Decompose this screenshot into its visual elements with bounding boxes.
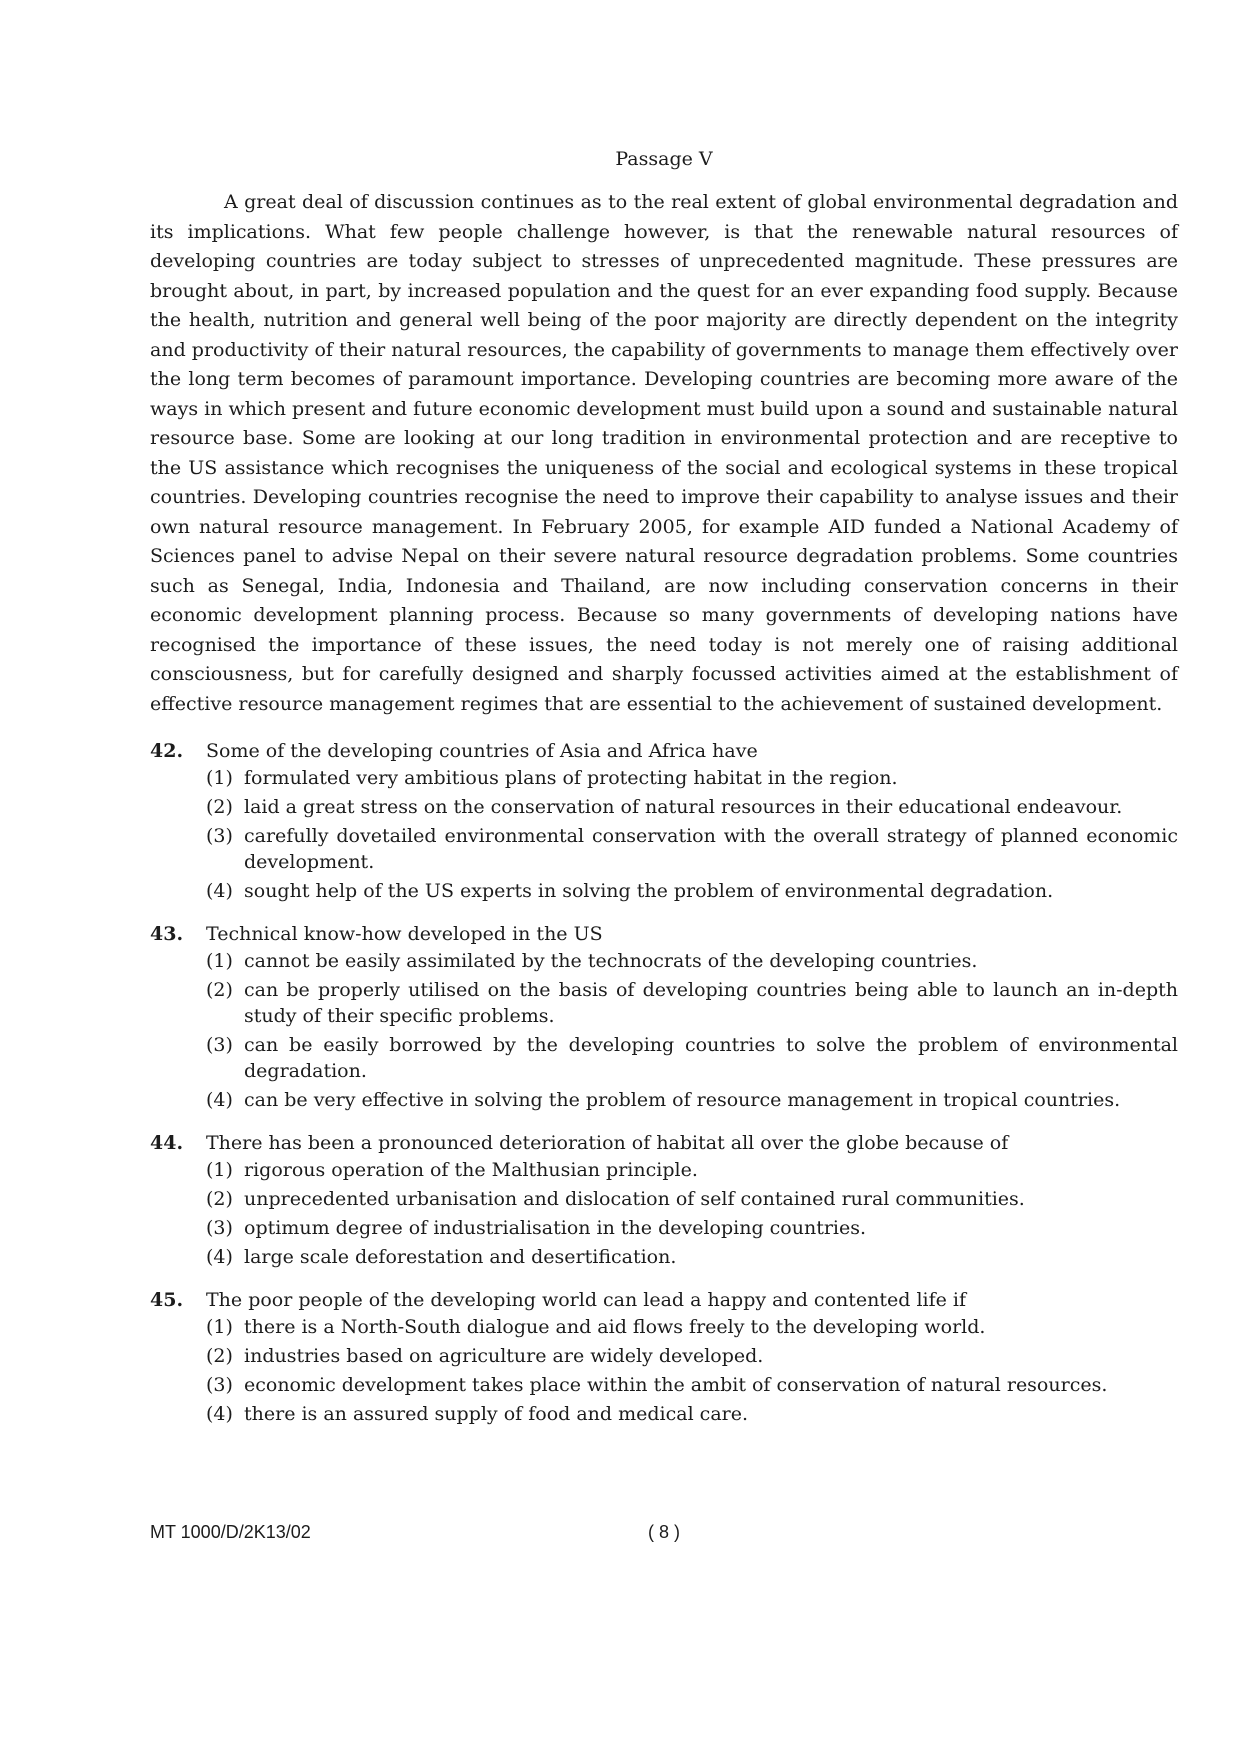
question-stem: The poor people of the developing world can lead a happy and contented life if [206,1289,967,1311]
option-number: (3) [206,1034,233,1056]
answer-option [206,1343,1178,1369]
option-number: (3) [206,1374,233,1396]
option-number: (3) [206,825,233,847]
option-text: formulated very ambitious plans of protecting habitat in the region. [244,767,898,789]
option-text: industries based on agriculture are widely developed. [244,1345,764,1367]
option-number: (2) [206,979,233,1001]
question-stem: Technical know-how developed in the US [206,923,603,945]
option-list [150,765,1178,904]
option-number: (2) [206,796,233,818]
option-number: (2) [206,1345,233,1367]
option-number: (2) [206,1188,233,1210]
option-list [150,1157,1178,1270]
question-header [150,1286,1178,1314]
answer-option [206,1032,1178,1084]
question-stem: There has been a pronounced deterioration of habitat all over the globe because of [206,1132,1009,1154]
option-number: (4) [206,1089,233,1111]
question-43 [150,920,1178,1113]
question-header [150,920,1178,948]
answer-option [206,878,1178,904]
answer-option [206,1186,1178,1212]
answer-option [206,1087,1178,1113]
option-list [150,1314,1178,1427]
option-number: (4) [206,1403,233,1425]
answer-option [206,1215,1178,1241]
question-44 [150,1129,1178,1270]
answer-option [206,1244,1178,1270]
answer-option [206,794,1178,820]
paper-code: MT 1000/D/2K13/02 [150,1522,311,1542]
option-number: (3) [206,1217,233,1239]
option-number: (1) [206,1159,233,1181]
answer-option [206,1157,1178,1183]
option-text: laid a great stress on the conservation of natural resources in their educational endeavour. [244,796,1123,818]
option-number: (1) [206,767,233,789]
question-list [150,737,1178,1427]
question-number: 42. [150,740,184,762]
option-list [150,948,1178,1113]
question-42 [150,737,1178,904]
option-text: optimum degree of industrialisation in the developing countries. [244,1217,867,1239]
option-text: there is an assured supply of food and medical care. [244,1403,749,1425]
passage-title: Passage V [615,148,713,170]
answer-option [206,823,1178,875]
option-text: unprecedented urbanisation and dislocation of self contained rural communities. [244,1188,1025,1210]
answer-option [206,948,1178,974]
passage-text: A great deal of discussion continues as to the real extent of global environmental degradation and its implications. What few people challenge however, is that the renewable natural resources of developing countries are today subject to stresses of unprecedented magnitude. These pressures are brought about, in part, by increased population and the quest for an ever expanding food supply. Because the health, nutrition and general well being of the poor majority are directly dependent on the integrity and productivity of their natural resources, the capability of governments to manage them effectively over the long term becomes of paramount importance. Developing countries are becoming more aware of the ways in which present and future economic development must build upon a sound and sustainable natural resource base. Some are looking at our long tradition in environmental protection and are receptive to the US assistance which recognises the uniqueness of the social and ecological systems in these tropical countries. Developing countries recognise the need to improve their capability to analyse issues and their own natural resource management. In February 2005, for example AID funded a National Academy of Sciences panel to advise Nepal on their severe natural resource degradation problems. Some countries such as Senegal, India, Indonesia and Thailand, are now including conservation concerns in their economic development planning process. Because so many governments of developing nations have recognised the importance of these issues, the need today is not merely one of raising additional consciousness, but for carefully designed and sharply focussed activities aimed at the establishment of effective resource management regimes that are essential to the achievement of sustained development. [150,191,1178,715]
question-number: 43. [150,923,184,945]
option-number: (4) [206,880,233,902]
option-number: (1) [206,1316,233,1338]
option-text: can be very effective in solving the problem of resource management in tropical countries. [244,1089,1121,1111]
answer-option [206,1401,1178,1427]
answer-option [206,765,1178,791]
question-45 [150,1286,1178,1427]
answer-option [206,1372,1178,1398]
option-text: there is a North-South dialogue and aid flows freely to the developing world. [244,1316,986,1338]
option-text: cannot be easily assimilated by the technocrats of the developing countries. [244,950,978,972]
option-text: sought help of the US experts in solving the problem of environmental degradation. [244,880,1054,902]
question-stem: Some of the developing countries of Asia and Africa have [206,740,758,762]
question-number: 44. [150,1132,184,1154]
answer-option [206,977,1178,1029]
option-text: carefully dovetailed environmental conservation with the overall strategy of planned economic development. [244,825,1178,873]
option-number: (1) [206,950,233,972]
question-header [150,1129,1178,1157]
option-text: large scale deforestation and desertification. [244,1246,677,1268]
page-number: ( 8 ) [647,1522,680,1542]
option-text: can be easily borrowed by the developing countries to solve the problem of environmental degradation. [244,1034,1178,1082]
question-header [150,737,1178,765]
exam-page [150,148,1178,1443]
option-text: rigorous operation of the Malthusian principle. [244,1159,698,1181]
option-number: (4) [206,1246,233,1268]
option-text: economic development takes place within the ambit of conservation of natural resources. [244,1374,1108,1396]
question-number: 45. [150,1289,184,1311]
answer-option [206,1314,1178,1340]
option-text: can be properly utilised on the basis of developing countries being able to launch an in-depth study of their specific problems. [244,979,1178,1027]
